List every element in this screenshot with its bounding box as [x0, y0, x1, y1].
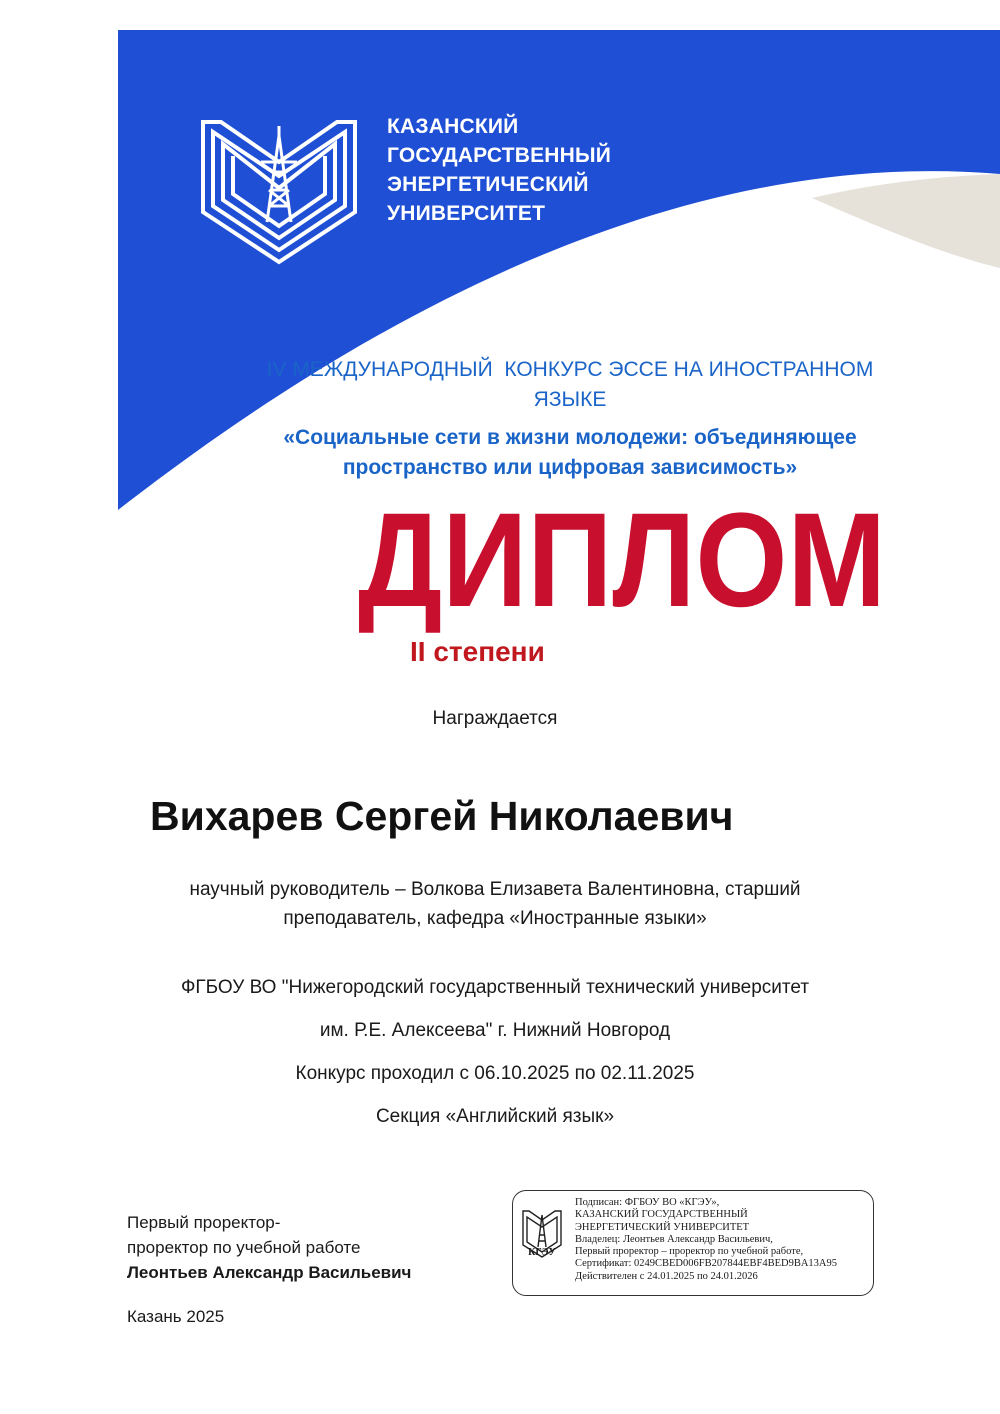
contest-topic-line: пространство или цифровая зависимость»: [342, 456, 798, 479]
signer-block: [127, 1210, 411, 1285]
university-name-line: ЭНЕРГЕТИЧЕСКИЙ: [387, 173, 589, 196]
supervisor-info: [100, 875, 890, 933]
supervisor-line: преподаватель, кафедра «Иностранные языки»: [283, 908, 707, 929]
kgeu-book-tower-icon: [195, 100, 365, 270]
stamp-line: КАЗАНСКИЙ ГОСУДАРСТВЕННЫЙ: [575, 1209, 748, 1221]
contest-topic: [230, 423, 910, 483]
kgeu-stamp-icon: [519, 1205, 565, 1275]
organization-line: ФГБОУ ВО "Нижегородский государственный технический университет: [180, 977, 810, 998]
signer-name: Леонтьев Александр Васильевич: [127, 1263, 412, 1282]
contest-title-line: ЯЗЫКЕ: [533, 388, 607, 411]
awarded-label: Награждается: [432, 708, 558, 729]
organization-line: им. Р.Е. Алексеева" г. Нижний Новгород: [319, 1020, 671, 1041]
stamp-line: ЭНЕРГЕТИЧЕСКИЙ УНИВЕРСИТЕТ: [575, 1221, 750, 1233]
contest-topic-line: «Социальные сети в жизни молодежи: объединяющее: [283, 426, 857, 449]
stamp-line: Первый проректор – проректор по учебной работе,: [575, 1246, 804, 1258]
university-name: [387, 112, 611, 228]
signer-position: проректор по учебной работе: [127, 1238, 361, 1257]
electronic-signature-stamp: [512, 1190, 874, 1296]
contest-period: Конкурс проходил с 06.10.2025 по 02.11.2025: [295, 1063, 695, 1084]
contest-title: [230, 355, 910, 415]
university-name-line: УНИВЕРСИТЕТ: [387, 202, 546, 225]
recipient-name: Вихарев Сергей Николаевич: [150, 793, 734, 839]
signer-position: Первый проректор-: [127, 1213, 281, 1232]
stamp-line: Подписан: ФГБОУ ВО «КГЭУ»,: [575, 1197, 720, 1208]
university-name-line: ГОСУДАРСТВЕННЫЙ: [387, 144, 612, 167]
university-logo: [195, 100, 645, 270]
university-name-line: КАЗАНСКИЙ: [387, 115, 519, 138]
stamp-text: [575, 1197, 873, 1283]
diploma-degree: II степени: [410, 636, 545, 667]
city-year: Казань 2025: [127, 1307, 225, 1326]
banner-beige-shape: [812, 174, 1000, 268]
stamp-line: Владелец: Леонтьев Александр Васильевич,: [575, 1233, 773, 1245]
diploma-heading: [352, 486, 892, 635]
contest-title-line: IV МЕЖДУНАРОДНЫЙ КОНКУРС ЭССЕ НА ИНОСТРАННОМ: [266, 358, 874, 381]
stamp-line: Действителен с 24.01.2025 по 24.01.2026: [575, 1270, 758, 1282]
stamp-logo-label: КГЭУ: [528, 1247, 556, 1258]
contest-section: Секция «Английский язык»: [375, 1106, 615, 1127]
diploma-heading-text: ДИПЛОМ: [358, 486, 886, 635]
stamp-line: Сертификат: 0249CBED006FB207844EBF4BED9BA13A95: [575, 1258, 838, 1270]
supervisor-line: научный руководитель – Волкова Елизавета Валентиновна, старший: [189, 879, 801, 900]
